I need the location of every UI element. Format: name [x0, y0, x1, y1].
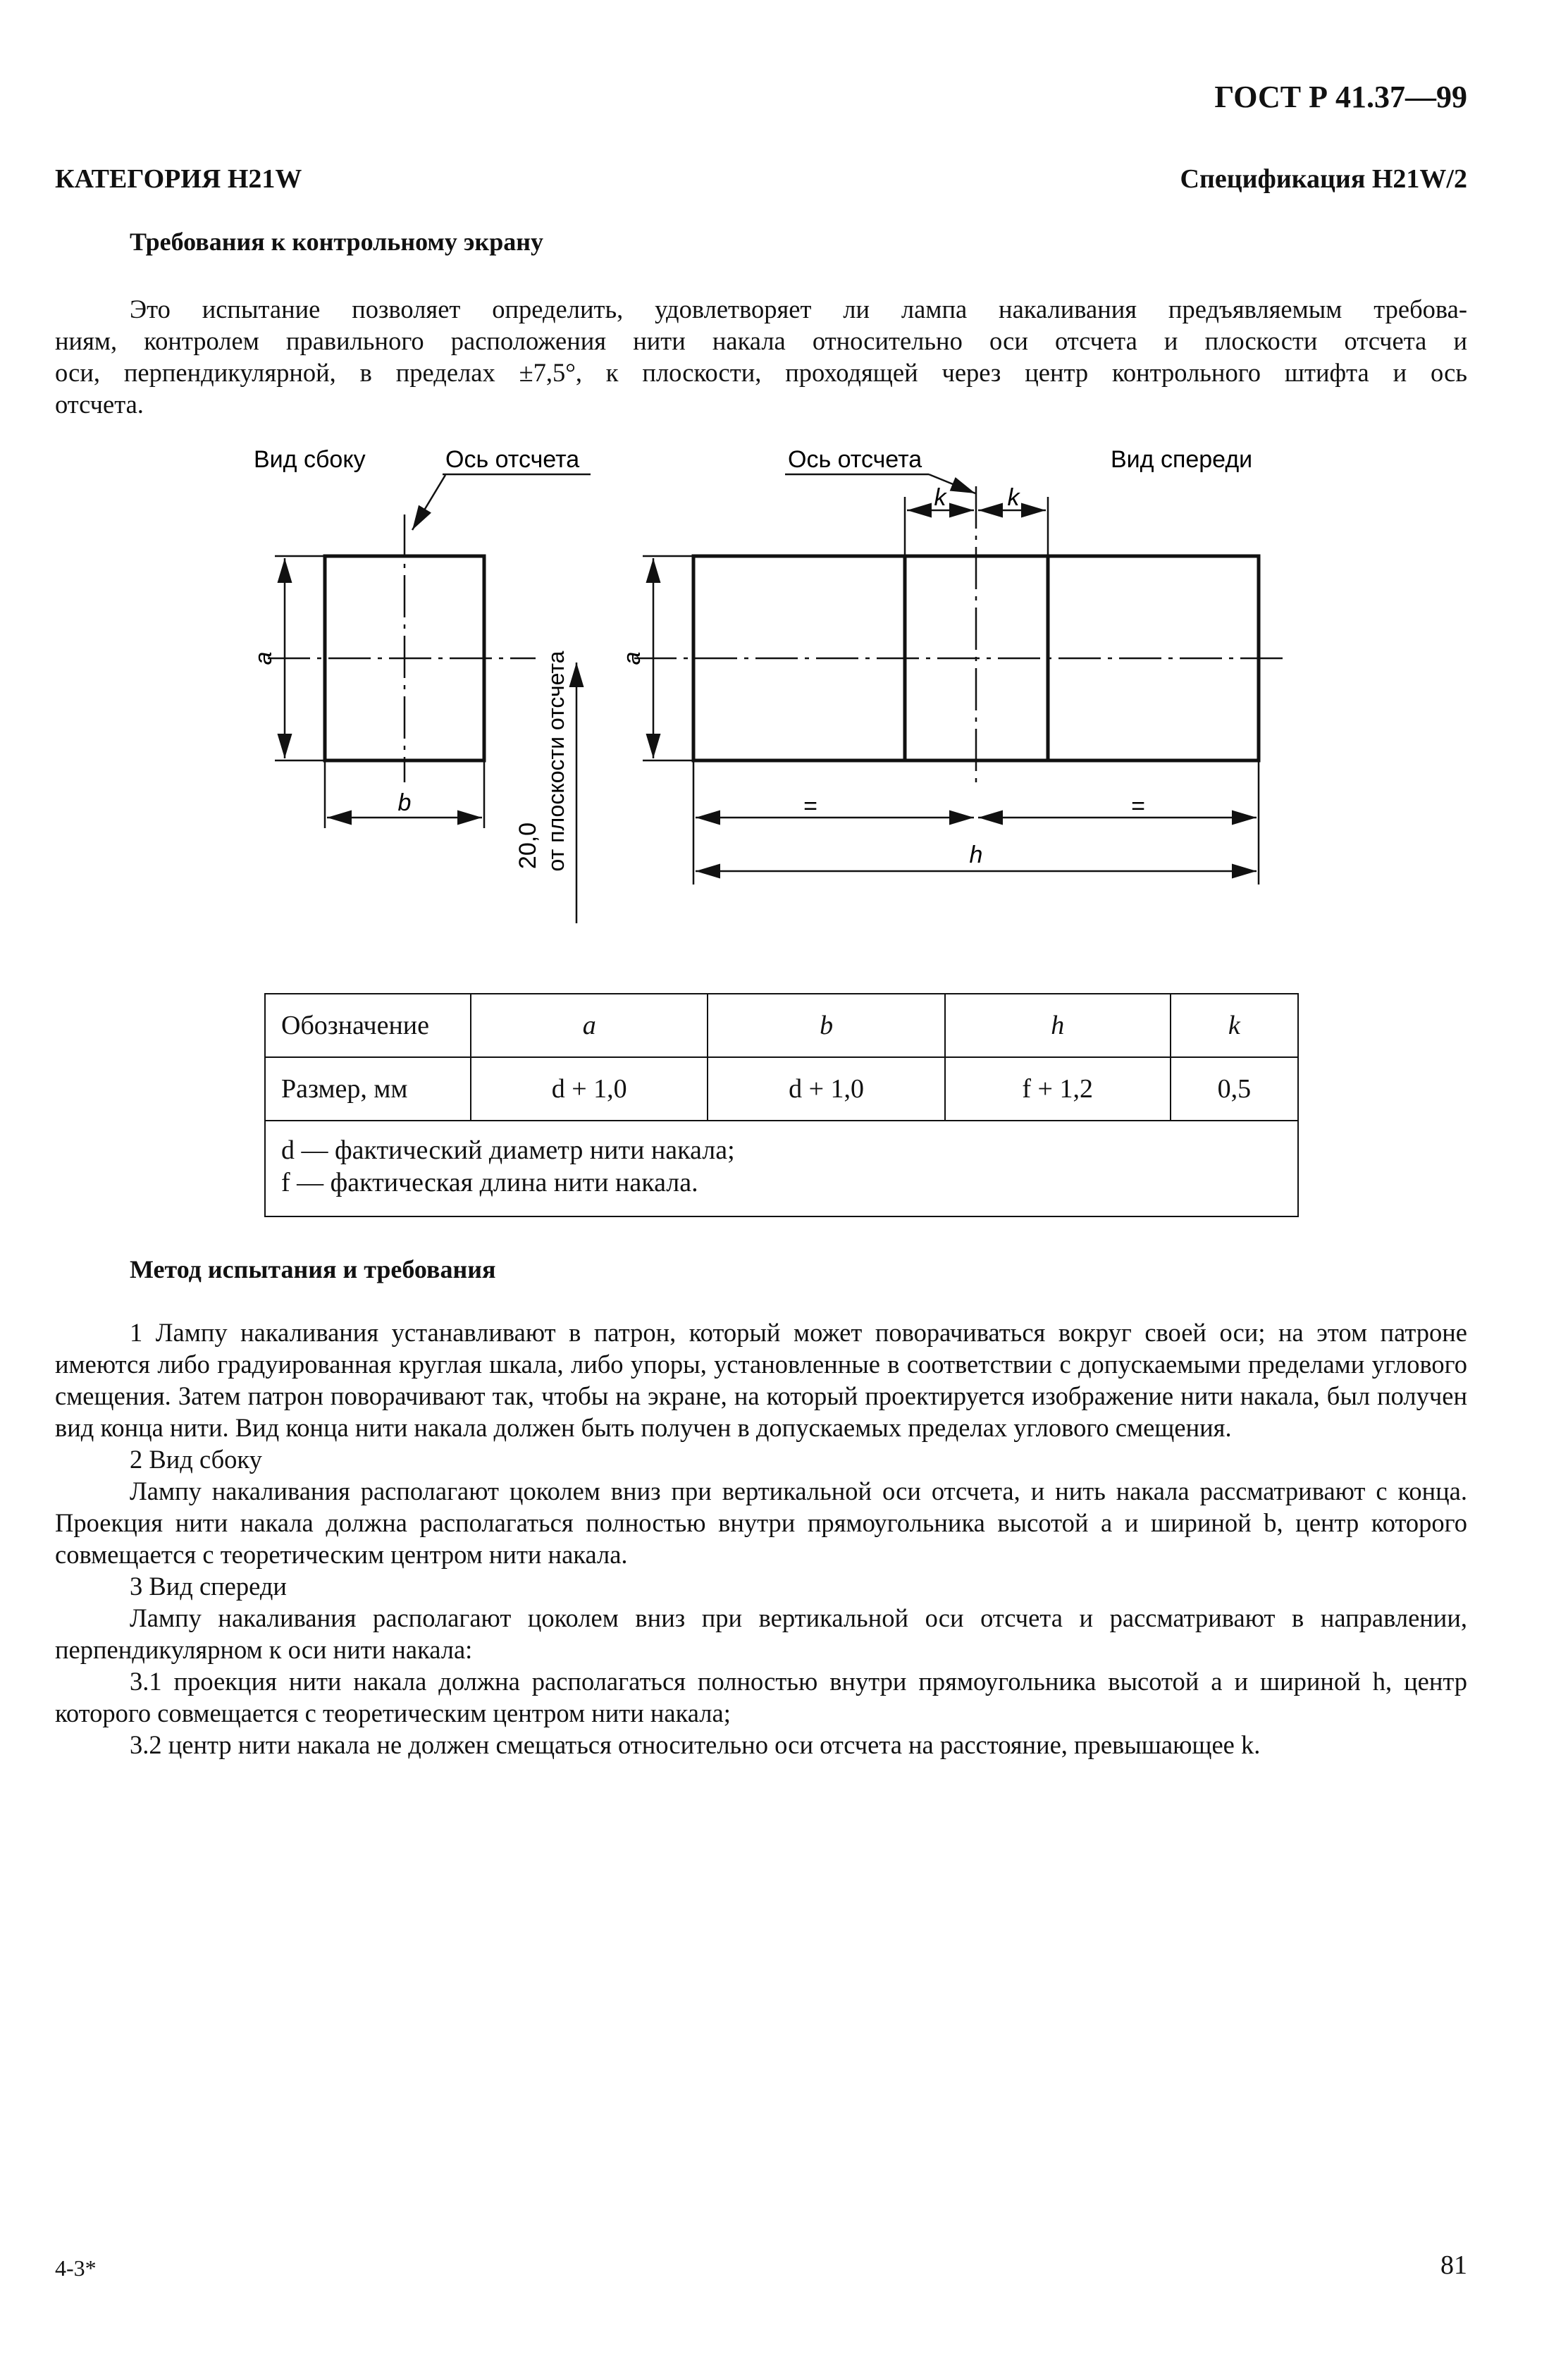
dim-h-label: h — [969, 842, 983, 868]
axis-label-left: Ось отсчета — [445, 446, 580, 473]
screen-requirements-heading: Требования к контрольному экрану — [130, 228, 543, 256]
table-cell: b — [708, 994, 944, 1057]
screen-requirements-intro — [55, 293, 1467, 420]
intro-line-2: ниям, контролем правильного расположения нити накала относительно оси отсчета и плоскости отсчета и — [55, 326, 1467, 355]
screen-diagram — [0, 423, 1568, 959]
page-number: 81 — [1440, 2250, 1467, 2280]
front-view-label: Вид спереди — [1111, 446, 1253, 473]
dimensions-table — [264, 993, 1299, 1217]
intro-line-4: отсчета. — [55, 390, 144, 419]
method-paragraph-4: 3 Вид спереди — [130, 1572, 287, 1601]
method-body — [55, 1317, 1467, 1761]
dim-k-right-label: k — [1007, 484, 1020, 511]
method-heading: Метод испытания и требования — [130, 1255, 496, 1283]
category-title: КАТЕГОРИЯ H21W — [55, 164, 302, 194]
specification-title: Спецификация H21W/2 — [1180, 164, 1467, 194]
table-cell: d + 1,0 — [471, 1057, 708, 1121]
table-cell: d + 1,0 — [708, 1057, 944, 1121]
table-cell: Обозначение — [265, 994, 471, 1057]
side-view-label: Вид сбоку — [254, 446, 366, 473]
table-cell: f + 1,2 — [945, 1057, 1171, 1121]
method-paragraph-7: 3.2 центр нити накала не должен смещаться относительно оси отсчета на расстояние, превышающее k. — [130, 1730, 1261, 1759]
dim-equal-left-label: = — [803, 793, 817, 820]
intro-line-1: Это испытание позволяет определить, удовлетворяет ли лампа накаливания предъявляемым требова- — [130, 295, 1467, 323]
table-notes-row — [265, 1121, 1298, 1216]
axis-label-right: Ось отсчета — [788, 446, 922, 473]
table-cell: k — [1171, 994, 1298, 1057]
dim-a-right-label: a — [619, 651, 646, 665]
method-paragraph-3: Лампу накаливания располагают цоколем вниз при вертикальной оси отсчета, и нить накала рассматривают с конца. Проекция нити накала должна располагаться полностью внутри прямоугольника высотой a и шириной b, центр которого совмещается с теоретическим центром нити накала. — [55, 1477, 1467, 1569]
table-cell: Размер, мм — [265, 1057, 471, 1121]
intro-line-3: оси, перпендикулярной, в пределах ±7,5°, к плоскости, проходящей через центр контрольного штифта и ось — [55, 358, 1467, 387]
method-paragraph-1: 1 Лампу накаливания устанавливают в патрон, который может поворачиваться вокруг своей оси; на этом патроне имеются либо градуированная круглая шкала, либо упоры, установленные в соответствии с допускаемыми пределами углового смещения. Затем патрон поворачивают так, чтобы на экране, на который проектируется изображение нити накала, был получен вид конца нити. Вид конца нити накала должен быть получен в допускаемых пределах углового смещения. — [55, 1318, 1467, 1442]
table-header-row — [265, 994, 1298, 1057]
axis-leader-left — [412, 475, 445, 530]
dim-20-note: от плоскости отсчета — [543, 651, 569, 872]
method-paragraph-6: 3.1 проекция нити накала должна располагаться полностью внутри прямоугольника высотой a и шириной h, центр которого совмещается с теоретическим центром нити накала; — [55, 1667, 1467, 1727]
table-note-d: d — фактический диаметр нити накала; — [281, 1135, 735, 1165]
dim-b-label: b — [397, 789, 412, 816]
method-paragraph-2: 2 Вид сбоку — [130, 1445, 262, 1474]
dim-20-label: 20,0 — [514, 822, 541, 870]
dim-k-left-label: k — [934, 484, 946, 511]
table-row — [265, 1057, 1298, 1121]
table-cell: a — [471, 994, 708, 1057]
table-cell: 0,5 — [1171, 1057, 1298, 1121]
dim-a-left-label: a — [250, 651, 277, 665]
table-notes — [265, 1121, 1298, 1216]
document-code: ГОСТ Р 41.37—99 — [1214, 80, 1467, 114]
method-paragraph-5: Лампу накаливания располагают цоколем вниз при вертикальной оси отсчета и рассматривают в направлении, перпендикулярном к оси нити накала: — [55, 1603, 1467, 1664]
table-note-f: f — фактическая длина нити накала. — [281, 1168, 698, 1197]
footer-sheet-mark: 4-3* — [55, 2255, 97, 2281]
table-cell: h — [945, 994, 1171, 1057]
dim-equal-right-label: = — [1131, 793, 1145, 820]
